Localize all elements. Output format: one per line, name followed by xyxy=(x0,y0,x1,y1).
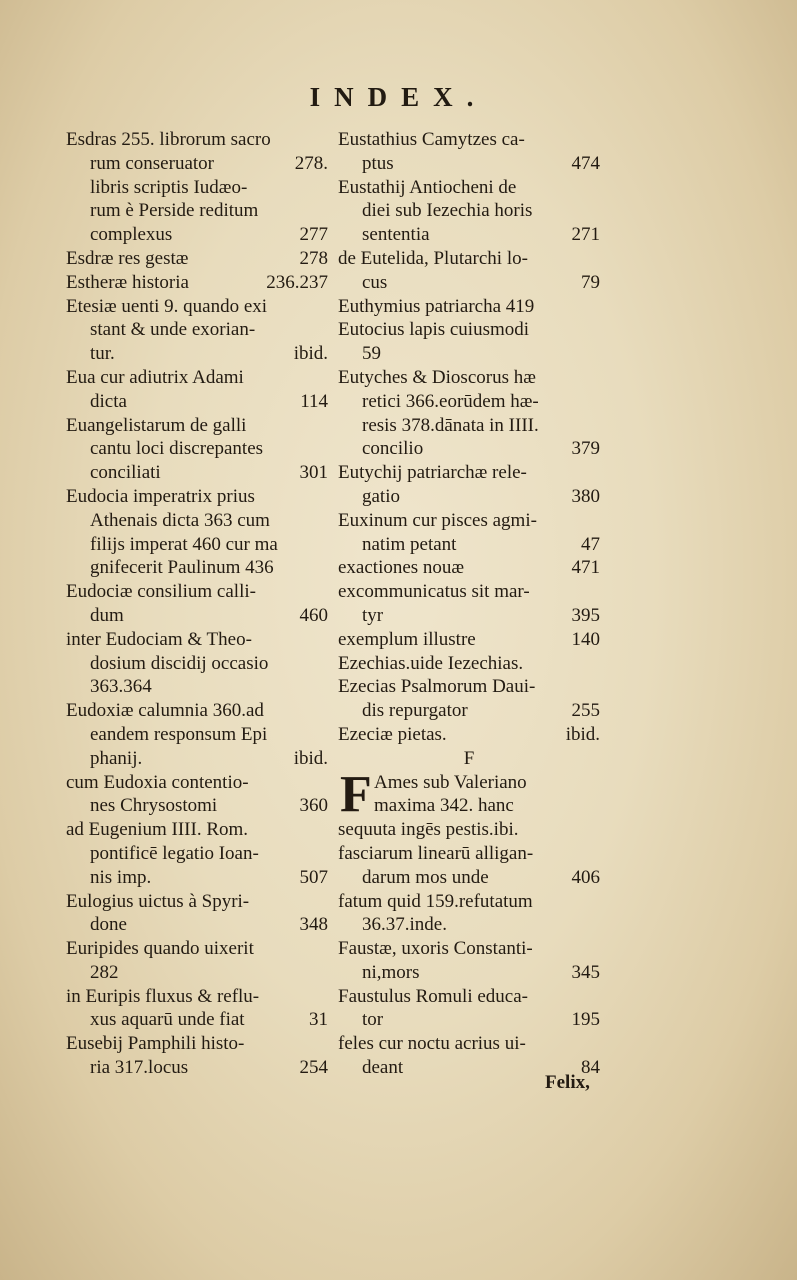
entry-text: phanij. xyxy=(90,747,143,769)
entry-text: Eustathius Camytzes ca- xyxy=(338,129,525,150)
index-entry xyxy=(66,533,328,557)
entry-page-ref: 79 xyxy=(581,271,600,293)
index-entry xyxy=(338,771,600,795)
entry-text: excommunicatus sit mar- xyxy=(338,581,530,603)
index-entry xyxy=(66,818,328,842)
index-entry xyxy=(338,890,600,914)
index-entry xyxy=(338,913,600,937)
index-entry xyxy=(338,604,600,628)
entry-text: sequuta ingēs pestis.ibi. xyxy=(338,819,519,841)
index-entry xyxy=(66,247,328,271)
index-entry xyxy=(66,890,328,914)
entry-text: filijs imperat 460 cur ma xyxy=(90,533,278,555)
entry-text: deant xyxy=(362,1057,404,1079)
entry-text: retici 366.eorūdem hæ- xyxy=(362,390,539,412)
catchword: Felix, xyxy=(545,1072,590,1093)
index-entry xyxy=(338,414,600,438)
entry-text: rum conseruator xyxy=(90,152,214,174)
entry-page-ref: 84 xyxy=(581,1057,600,1079)
index-entry xyxy=(338,199,600,223)
entry-text: Ezecias Psalmorum Daui- xyxy=(338,676,536,698)
entry-text: Ezechias.uide Iezechias. xyxy=(338,652,524,674)
index-entry xyxy=(338,699,600,723)
entry-page-ref: 255 xyxy=(571,700,600,722)
entry-text: Eutocius lapis cuiusmodi xyxy=(338,319,530,341)
index-entry xyxy=(66,152,328,176)
entry-text: diei sub Iezechia horis xyxy=(362,200,533,222)
entry-text: ria 317.locus xyxy=(90,1057,189,1079)
entry-page-ref: 395 xyxy=(571,604,600,626)
entry-text: cantu loci discrepantes xyxy=(90,438,264,460)
index-entry xyxy=(66,485,328,509)
index-entry xyxy=(338,223,600,247)
entry-text: cum Eudoxia contentio- xyxy=(66,771,249,793)
entry-text: Etesiæ uenti 9. quando exi xyxy=(66,295,268,317)
index-entry xyxy=(66,509,328,533)
entry-text: Eulogius uictus à Spyri- xyxy=(66,890,250,912)
entry-page-ref: 271 xyxy=(571,224,600,246)
page-header: INDEX. xyxy=(309,82,488,112)
entry-page-ref: 345 xyxy=(571,961,600,983)
entry-text: Euxinum cur pisces agmi- xyxy=(338,509,537,531)
index-entry xyxy=(66,556,328,580)
index-entry xyxy=(66,437,328,461)
entry-page-ref: 114 xyxy=(300,390,328,412)
index-entry xyxy=(338,675,600,699)
entry-text: eandem responsum Epi xyxy=(90,723,268,745)
index-entry xyxy=(338,866,600,890)
index-entry xyxy=(338,580,600,604)
index-entry xyxy=(338,461,600,485)
entry-text: Euripides quando uixerit xyxy=(66,938,254,960)
entry-text: Euthymius patriarcha 419 xyxy=(338,295,535,317)
entry-text: Esdræ res gestæ xyxy=(66,247,189,269)
index-entry xyxy=(66,271,328,295)
entry-text: nis imp. xyxy=(90,866,152,888)
index-entry xyxy=(338,794,600,818)
index-entry xyxy=(338,247,600,271)
entry-text: Estheræ historia xyxy=(66,271,189,293)
entry-text: fatum quid 159.refutatum xyxy=(338,890,533,912)
entry-text: Faustæ, uxoris Constanti- xyxy=(338,938,533,960)
entry-page-ref: 236.237 xyxy=(266,271,328,293)
index-entry xyxy=(66,961,328,985)
entry-text: ad Eugenium IIII. Rom. xyxy=(66,819,249,841)
entry-text: in Euripis fluxus & reflu- xyxy=(66,985,260,1007)
entry-text: resis 378.dānata in IIII. xyxy=(362,414,539,436)
entry-text: gatio xyxy=(362,485,400,507)
index-entry xyxy=(338,128,600,152)
drop-cap: F xyxy=(340,765,372,823)
entry-page-ref: 471 xyxy=(571,557,600,579)
index-entry xyxy=(338,652,600,676)
index-entry xyxy=(66,414,328,438)
entry-text: feles cur noctu acrius ui- xyxy=(338,1033,526,1055)
entry-text: ptus xyxy=(362,152,394,174)
entry-text: ni,mors xyxy=(362,961,420,983)
entry-page-ref: 507 xyxy=(299,866,328,888)
entry-text: 282 xyxy=(90,961,119,983)
entry-text: de Eutelida, Plutarchi lo- xyxy=(338,247,528,269)
entry-text: done xyxy=(90,914,127,936)
entry-page-ref: 278 xyxy=(299,247,328,269)
index-entry xyxy=(338,318,600,342)
index-entry xyxy=(66,176,328,200)
index-entry xyxy=(66,985,328,1009)
index-entry xyxy=(338,628,600,652)
entry-page-ref: 277 xyxy=(299,224,328,246)
entry-text: Faustulus Romuli educa- xyxy=(338,985,528,1007)
index-entry xyxy=(338,1032,600,1056)
entry-text: concilio xyxy=(362,438,424,460)
index-entry xyxy=(338,937,600,961)
entry-text: Eua cur adiutrix Adami xyxy=(66,366,244,388)
entry-text: Eudocia imperatrix prius xyxy=(66,485,255,507)
entry-page-ref: 406 xyxy=(571,866,600,888)
index-entry xyxy=(66,652,328,676)
entry-text: 36.37.inde. xyxy=(362,914,447,936)
entry-page-ref: 348 xyxy=(299,914,328,936)
entry-text: rum è Perside reditum xyxy=(90,200,259,222)
index-entry xyxy=(66,318,328,342)
entry-text: Euangelistarum de galli xyxy=(66,414,247,436)
entry-page-ref: 379 xyxy=(571,438,600,460)
index-entry xyxy=(66,675,328,699)
entry-text: cus xyxy=(362,271,388,293)
index-column-left xyxy=(66,128,328,1080)
index-entry xyxy=(66,794,328,818)
entry-page-ref: 278. xyxy=(294,152,328,174)
index-entry xyxy=(66,342,328,366)
index-entry xyxy=(66,199,328,223)
index-column-right xyxy=(338,128,600,1080)
entry-text: dosium discidij occasio xyxy=(90,652,269,674)
entry-text: 59 xyxy=(362,343,381,365)
entry-page-ref: ibid. xyxy=(293,343,328,365)
entry-page-ref: ibid. xyxy=(565,723,600,745)
entry-page-ref: 380 xyxy=(571,485,600,507)
entry-page-ref: 195 xyxy=(571,1009,600,1031)
entry-text: Athenais dicta 363 cum xyxy=(90,509,270,531)
index-entry xyxy=(338,437,600,461)
index-entry xyxy=(66,628,328,652)
index-entry xyxy=(66,128,328,152)
entry-text: xus aquarū unde fiat xyxy=(90,1009,245,1031)
entry-text: darum mos unde xyxy=(362,866,489,888)
index-entry xyxy=(66,1008,328,1032)
entry-text: tor xyxy=(362,1009,384,1031)
index-entry xyxy=(66,366,328,390)
index-entry xyxy=(338,152,600,176)
entry-text: inter Eudociam & Theo- xyxy=(66,628,252,650)
entry-text: Eudociæ consilium calli- xyxy=(66,581,256,603)
index-entry xyxy=(338,961,600,985)
entry-text: fasciarum linearū alligan- xyxy=(338,842,534,864)
index-entry xyxy=(66,937,328,961)
index-entry xyxy=(338,556,600,580)
entry-text: conciliati xyxy=(90,462,161,484)
index-entry xyxy=(338,390,600,414)
entry-text: stant & unde exorian- xyxy=(90,319,256,341)
entry-text: Ezeciæ pietas. xyxy=(338,723,447,745)
index-entry xyxy=(338,533,600,557)
entry-page-ref: 31 xyxy=(309,1009,328,1031)
index-entry xyxy=(66,771,328,795)
entry-text: Ames sub Valeriano xyxy=(374,771,527,793)
index-entry xyxy=(66,580,328,604)
entry-text: exemplum illustre xyxy=(338,628,476,650)
entry-page-ref: 474 xyxy=(571,152,600,174)
entry-text: 363.364 xyxy=(90,676,152,698)
entry-text: Eutychij patriarchæ rele- xyxy=(338,462,527,484)
entry-text: Eustathij Antiocheni de xyxy=(338,176,517,198)
entry-text: natim petant xyxy=(362,533,457,555)
entry-text: dum xyxy=(90,604,124,626)
entry-page-ref: 254 xyxy=(299,1057,328,1079)
entry-text: tyr xyxy=(362,604,384,626)
entry-page-ref: 47 xyxy=(581,533,600,555)
entry-text: Eudoxiæ calumnia 360.ad xyxy=(66,700,264,722)
entry-text: Eusebij Pamphili histo- xyxy=(66,1033,245,1055)
entry-text: dicta xyxy=(90,390,127,412)
entry-text: exactiones nouæ xyxy=(338,557,465,579)
entry-text: Eutyches & Dioscorus hæ xyxy=(338,366,536,388)
section-letter: F xyxy=(463,747,475,769)
index-entry xyxy=(66,390,328,414)
entry-text: complexus xyxy=(90,224,173,246)
index-entry xyxy=(338,271,600,295)
index-entry xyxy=(66,866,328,890)
entry-text: tur. xyxy=(90,343,115,365)
section-f xyxy=(338,765,600,1080)
entry-page-ref: 460 xyxy=(299,604,328,626)
entry-text: gnifecerit Paulinum 436 xyxy=(90,557,274,579)
index-entry xyxy=(338,342,600,366)
index-entry xyxy=(66,913,328,937)
entry-text: dis repurgator xyxy=(362,700,468,722)
entry-text: libris scriptis Iudæo- xyxy=(90,176,248,198)
index-entry xyxy=(66,295,328,319)
index-entry xyxy=(338,509,600,533)
index-entry xyxy=(66,1056,328,1080)
index-entry xyxy=(338,485,600,509)
index-entry xyxy=(338,295,600,319)
index-entry xyxy=(338,842,600,866)
index-entry xyxy=(66,1032,328,1056)
index-entry xyxy=(66,723,328,747)
index-entry xyxy=(338,366,600,390)
index-entry xyxy=(338,176,600,200)
index-entry xyxy=(66,842,328,866)
index-entry xyxy=(338,985,600,1009)
entry-text: sententia xyxy=(362,224,430,246)
index-entry xyxy=(66,747,328,771)
entry-text: pontificē legatio Ioan- xyxy=(90,842,259,864)
entry-text: Esdras 255. librorum sacro xyxy=(66,129,271,150)
entry-page-ref: 140 xyxy=(571,628,600,650)
entry-page-ref: 301 xyxy=(299,462,328,484)
entry-text: nes Chrysostomi xyxy=(90,795,218,817)
index-entry xyxy=(66,223,328,247)
entry-text: maxima 342. hanc xyxy=(374,795,514,817)
index-entry xyxy=(66,604,328,628)
index-entry xyxy=(338,1008,600,1032)
index-entry xyxy=(66,461,328,485)
entry-page-ref: 360 xyxy=(299,795,328,817)
index-entry xyxy=(66,699,328,723)
index-entry xyxy=(338,818,600,842)
index-entry xyxy=(338,723,600,747)
entry-page-ref: ibid. xyxy=(293,747,328,769)
